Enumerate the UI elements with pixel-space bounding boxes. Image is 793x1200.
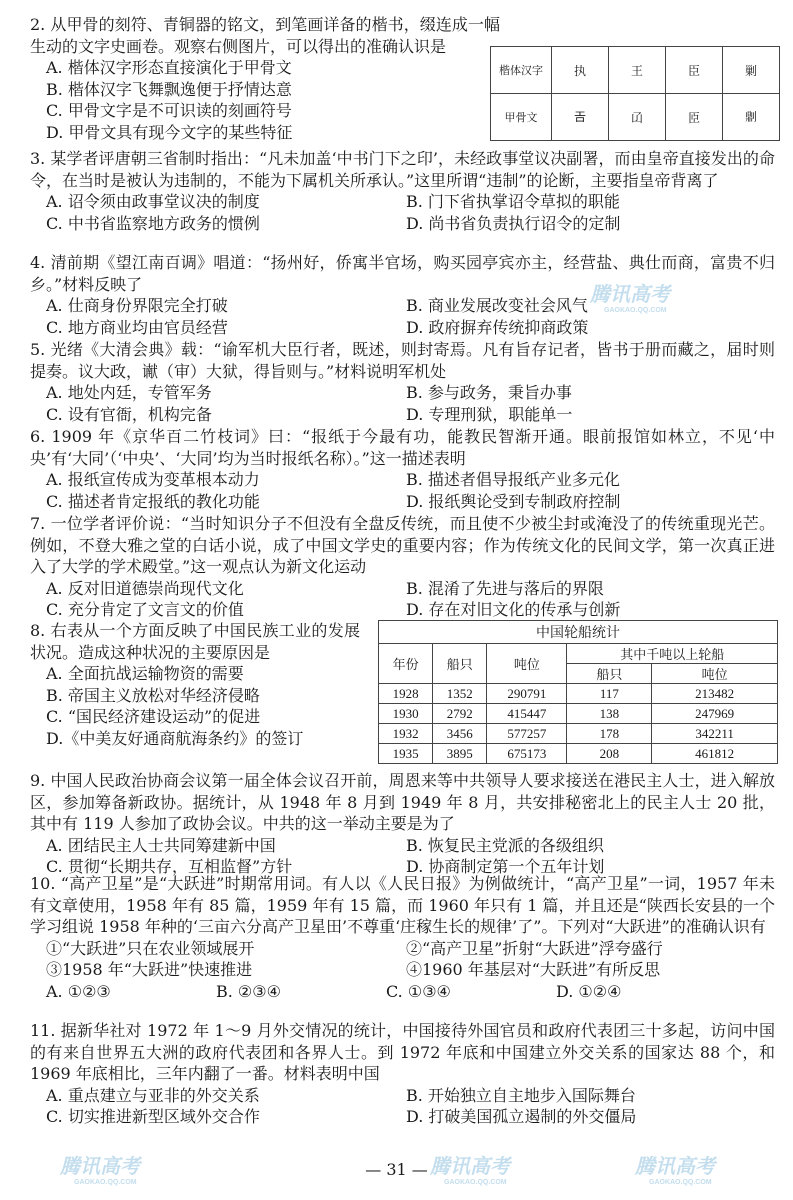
question-stem: 4. 清前期《望江南百调》唱道：“扬州好，侨寓半官场，购买园亭宾亦主，经营盐、典仕而商，富贵不归乡。”材料反映了 <box>30 253 775 294</box>
header-large-ships: 其中千吨以上轮船 <box>567 644 778 664</box>
option-a: A. 地处内廷，专管军务 <box>46 383 212 402</box>
statement-1: ①“大跃进”只在农业领域展开 <box>46 938 255 958</box>
kaishu-char: 王 <box>609 47 666 94</box>
options <box>30 382 775 425</box>
question-7 <box>30 513 775 621</box>
option-b: B. 参与政务，秉旨办事 <box>406 383 572 402</box>
question-stem: 7. 一位学者评价说：“当时知识分子不但没有全盘反传统，而且使不少被尘封或淹没了的传统重现光芒。例如，不登大雅之堂的白话小说，成了中国文学史的重要内容；作为传统文化的民间文学，第一次真正进入了大学的学术殿堂。”这一观点认为新文化运动 <box>30 514 775 576</box>
table-row <box>379 724 778 744</box>
header-year: 年份 <box>379 644 433 684</box>
question-6 <box>30 426 775 512</box>
question-9 <box>30 770 775 878</box>
option-b: B. 商业发展改变社会风气 <box>406 296 588 315</box>
option-d: D. 甲骨文具有现今文字的某些特征 <box>46 122 293 142</box>
cell-large-ships: 178 <box>567 724 652 744</box>
option-c: C. 中书省监察地方政务的惯例 <box>46 213 260 233</box>
statement-3: ③1958 年“大跃进”快速推进 <box>46 960 253 979</box>
question-stem: 2. 从甲骨的刻符、青铜器的铭文，到笔画详备的楷书，缀连成一幅生动的文字史画卷。观察右侧图片，可以得出的准确认识是 <box>30 15 500 56</box>
question-stem: 9. 中国人民政治协商会议第一届全体会议召开前，周恩来等中共领导人要求接送在港民主人士，进入解放区，参加筹备新政协。据统计，从 1948 年 8 月到 1949 年 8 月，共安排秘密北上的民主人士 20 批，其中有 119 人参加了政协会议。中共的这一举动主要是为了 <box>30 771 775 833</box>
cell-ships: 2792 <box>433 704 487 724</box>
option-a: A. 楷体汉字形态直接演化于甲骨文 <box>46 58 292 77</box>
row-label-kaishu: 楷体汉字 <box>491 47 552 94</box>
option-c: C. 贯彻“长期共存，互相监督”方针 <box>46 857 293 876</box>
oracle-char: 𠟭 <box>723 94 780 141</box>
cell-year: 1935 <box>379 744 433 764</box>
table-title: 中国轮船统计 <box>379 621 778 644</box>
option-c: C. 设有官衙，机构完备 <box>46 404 212 424</box>
option-b: B. 恢复民主党派的各级组织 <box>406 835 604 855</box>
options <box>30 469 775 512</box>
option-a: A. 重点建立与亚非的外交关系 <box>46 1085 260 1105</box>
table-row <box>379 684 778 704</box>
option-d: D. ①②④ <box>556 981 622 1001</box>
kaishu-char: 剿 <box>723 47 780 94</box>
watermark: 腾讯高考 GAOKAO.QQ.COM <box>60 1156 140 1186</box>
option-a: A. ①②③ <box>46 981 111 1001</box>
cell-large-tonnage: 342211 <box>652 724 778 744</box>
watermark: 腾讯高考 GAOKAO.QQ.COM <box>590 284 670 314</box>
table-row <box>379 744 778 764</box>
cell-large-ships: 208 <box>567 744 652 764</box>
option-c: C. 甲骨文字是不可识读的刻画符号 <box>46 101 292 120</box>
option-c: C. 描述者肯定报纸的教化功能 <box>46 491 260 511</box>
table-row <box>379 704 778 724</box>
options <box>30 578 775 621</box>
option-b: B. 门下省执掌诏令草拟的职能 <box>406 192 620 211</box>
header-ships: 船只 <box>433 644 487 684</box>
option-d: D. 存在对旧文化的传承与创新 <box>406 600 621 619</box>
kaishu-char: 执 <box>552 47 609 94</box>
option-a: A. 反对旧道德崇尚现代文化 <box>46 578 244 598</box>
subheader-tonnage: 吨位 <box>652 664 778 684</box>
cell-year: 1930 <box>379 704 433 724</box>
option-a: A. 报纸宣传成为变革根本动力 <box>46 470 260 489</box>
option-c: C. 切实推进新型区域外交合作 <box>46 1107 260 1126</box>
cell-large-ships: 117 <box>567 684 652 704</box>
option-d: D. 打破美国孤立遏制的外交僵局 <box>406 1107 637 1126</box>
option-b: B. 开始独立自主地步入国际舞台 <box>406 1085 636 1105</box>
question-stem: 5. 光绪《大清会典》载：“谕军机大臣行者，既述，则封寄焉。凡有旨存记者，皆书于册而藏之，届时则提奏。议大政，谳（审）大狱，得旨则与。”材料说明军机处 <box>30 340 775 381</box>
option-b: B. 混淆了先进与落后的界限 <box>406 578 604 598</box>
statements <box>30 938 775 981</box>
question-stem: 10. “高产卫星”是“大跃进”时期常用词。有人以《人民日报》为例做统计，“高产卫星”一词，1957 年未有文章使用，1958 年有 85 篇，1959 年有 15 篇，而 1960 年只有 1 篇，并且还是“陕西长安县的一个学习组说 1958 年种的‘三亩六分高产卫星田’不尊重‘庄稼生长的规律’了”。下列对“大跃进”的准确认识有 <box>30 874 775 936</box>
option-d: D. 专理刑狱，职能单一 <box>406 404 573 424</box>
cell-tonnage: 290791 <box>487 684 567 704</box>
cell-ships: 3456 <box>433 724 487 744</box>
option-b: B. 描述者倡导报纸产业多元化 <box>406 470 620 489</box>
script-comparison-table <box>490 46 780 141</box>
option-d: D.《中美友好通商航海条约》的签订 <box>46 728 304 748</box>
question-stem: 3. 某学者评唐朝三省制时指出：“凡未加盖‘中书门下之印’，未经政事堂议决副署，而由皇帝直接发出的命令，在当时是被认为违制的，不能为下属机关所承认。”这里所谓“违制”的论断，主要指皇帝背离了 <box>30 149 775 190</box>
option-a: A. 仕商身份界限完全打破 <box>46 296 228 315</box>
option-b: B. 楷体汉字飞舞飘逸便于抒情达意 <box>46 79 292 99</box>
statement-4: ④1960 年基层对“大跃进”有所反思 <box>406 960 661 979</box>
cell-tonnage: 415447 <box>487 704 567 724</box>
option-a: A. 团结民主人士共同筹建新中国 <box>46 835 276 855</box>
oracle-char: 𠙶 <box>609 94 666 141</box>
cell-year: 1928 <box>379 684 433 704</box>
cell-ships: 1352 <box>433 684 487 704</box>
option-d: D. 协商制定第一个五年计划 <box>406 857 605 876</box>
subheader-ships: 船只 <box>567 664 652 684</box>
options <box>30 191 775 234</box>
question-11 <box>30 1020 775 1128</box>
oracle-char: 𢀛 <box>552 94 609 141</box>
option-a: A. 诏令须由政事堂议决的制度 <box>46 192 260 211</box>
question-stem: 6. 1909 年《京华百二竹枝词》曰：“报纸于今最有功，能教民智渐开通。眼前报馆如林立，不见‘中央’有‘大同’（‘中央’、‘大同’均为当时报纸名称）。”这一描述表明 <box>30 427 775 468</box>
cell-large-tonnage: 213482 <box>652 684 778 704</box>
options <box>30 981 775 1003</box>
question-5 <box>30 339 775 425</box>
question-stem: 8. 右表从一个方面反映了中国民族工业的发展状况。造成这种状况的主要原因是 <box>30 621 360 662</box>
option-d: D. 报纸舆论受到专制政府控制 <box>406 491 621 511</box>
option-a: A. 全面抗战运输物资的需要 <box>46 664 244 683</box>
header-tonnage: 吨位 <box>487 644 567 684</box>
cell-ships: 3895 <box>433 744 487 764</box>
question-3 <box>30 148 775 234</box>
row-label-oracle: 甲骨文 <box>491 94 552 141</box>
watermark: 腾讯高考 GAOKAO.QQ.COM <box>430 1156 510 1186</box>
option-c: C. 充分肯定了文言文的价值 <box>46 600 244 619</box>
cell-large-tonnage: 247969 <box>652 704 778 724</box>
options <box>30 835 775 878</box>
cell-large-ships: 138 <box>567 704 652 724</box>
cell-large-tonnage: 461812 <box>652 744 778 764</box>
option-c: C. 地方商业均由官员经营 <box>46 317 228 337</box>
oracle-char: 𦣝 <box>666 94 723 141</box>
question-stem: 11. 据新华社对 1972 年 1～9 月外交情况的统计，中国接待外国官员和政府代表团三十多起，访问中国的有来自世界五大洲的政府代表团和各界人士。到 1972 年底和中国建立外交关系的国家达 88 个，和 1969 年底相比，三年内翻了一番。材料表明中国 <box>30 1021 775 1083</box>
option-b: B. 帝国主义放松对华经济侵略 <box>46 685 260 705</box>
option-c: C. “国民经济建设运动”的促进 <box>46 707 261 726</box>
question-10 <box>30 873 775 1002</box>
page-number: — 31 — <box>365 1160 428 1179</box>
option-c: C. ①③④ <box>386 981 451 1001</box>
cell-tonnage: 577257 <box>487 724 567 744</box>
cell-year: 1932 <box>379 724 433 744</box>
option-d: D. 尚书省负责执行诏令的定制 <box>406 213 621 233</box>
options <box>30 1085 775 1128</box>
option-d: D. 政府摒弃传统抑商政策 <box>406 317 589 337</box>
watermark: 腾讯高考 GAOKAO.QQ.COM <box>635 1156 715 1186</box>
statement-2: ②“高产卫星”折射“大跃进”浮夸盛行 <box>406 938 663 958</box>
cell-tonnage: 675173 <box>487 744 567 764</box>
kaishu-char: 臣 <box>666 47 723 94</box>
ship-statistics-table <box>378 620 778 764</box>
option-b: B. ②③④ <box>216 981 281 1001</box>
